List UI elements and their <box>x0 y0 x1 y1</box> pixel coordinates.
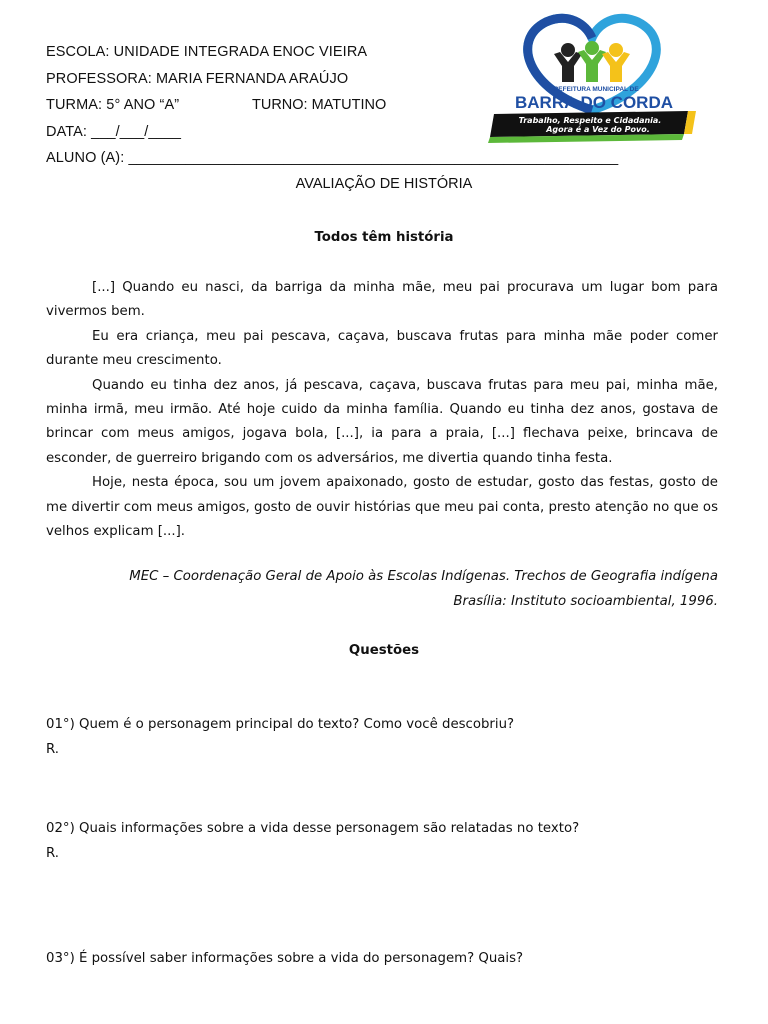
city-logo <box>488 10 696 145</box>
answer-2: R. <box>46 846 59 861</box>
class-label: TURMA: 5° ANO “A” <box>46 97 180 113</box>
story-paragraph: Hoje, nesta época, sou um jovem apaixonado, gosto de estudar, gosto das festas, gosto de me divertir com meus amigos, gosto de ouvir histórias que meu pai conta, presto atenção no que os velhos explicam [...]. <box>46 475 718 540</box>
student-field: ALUNO (A): ____________________________________________________________ <box>46 150 619 166</box>
question-2: 02°) Quais informações sobre a vida desse personagem são relatadas no texto? <box>46 821 580 836</box>
school-name: ESCOLA: UNIDADE INTEGRADA ENOC VIEIRA <box>46 44 368 60</box>
logo-city-name: BARRA DO CORDA <box>514 93 674 112</box>
question-3: 03°) É possível saber informações sobre a vida do personagem? Quais? <box>46 951 524 966</box>
exam-title: AVALIAÇÃO DE HISTÓRIA <box>295 176 473 192</box>
question-1: 01°) Quem é o personagem principal do texto? Como você descobriu? <box>46 717 515 732</box>
shift-label: TURNO: MATUTINO <box>252 97 387 113</box>
logo-slogan-2: Agora é a Vez do Povo. <box>546 125 650 134</box>
people-icon <box>554 41 630 82</box>
story-paragraph: Eu era criança, meu pai pescava, caçava, buscava frutas para minha mãe poder comer durante meu crescimento. <box>46 328 718 369</box>
source-credit-line-2: Brasília: Instituto socioambiental, 1996. <box>453 594 718 609</box>
questions-title: Questões <box>348 643 420 658</box>
answer-1: R. <box>46 742 59 757</box>
logo-slogan-1: Trabalho, Respeito e Cidadania. <box>518 116 662 125</box>
logo-top-text: PREFEITURA MUNICIPAL DE <box>549 86 639 93</box>
source-credit-line-1: MEC – Coordenação Geral de Apoio às Escolas Indígenas. Trechos de Geografia indígena <box>129 569 718 584</box>
teacher-name: PROFESSORA: MARIA FERNANDA ARAÚJO <box>46 71 349 87</box>
text-title: Todos têm história <box>314 230 454 245</box>
story-text <box>46 276 718 544</box>
story-paragraph: [...] Quando eu nasci, da barriga da minha mãe, meu pai procurava um lugar bom para vivermos bem. <box>46 280 718 320</box>
date-field: DATA: ___/___/____ <box>46 124 182 140</box>
story-paragraph: Quando eu tinha dez anos, já pescava, caçava, buscava frutas para meu pai, minha mãe, minha irmã, meu irmão. Até hoje cuido da minha família. Quando eu tinha dez anos, gostava de brincar com meus amigos, jogava bola, [...], ia para a praia, [...] flechava peixe, brincava de esconder, de guerreiro brigando com os adversários, me divertia quando tinha festa. <box>46 377 718 466</box>
